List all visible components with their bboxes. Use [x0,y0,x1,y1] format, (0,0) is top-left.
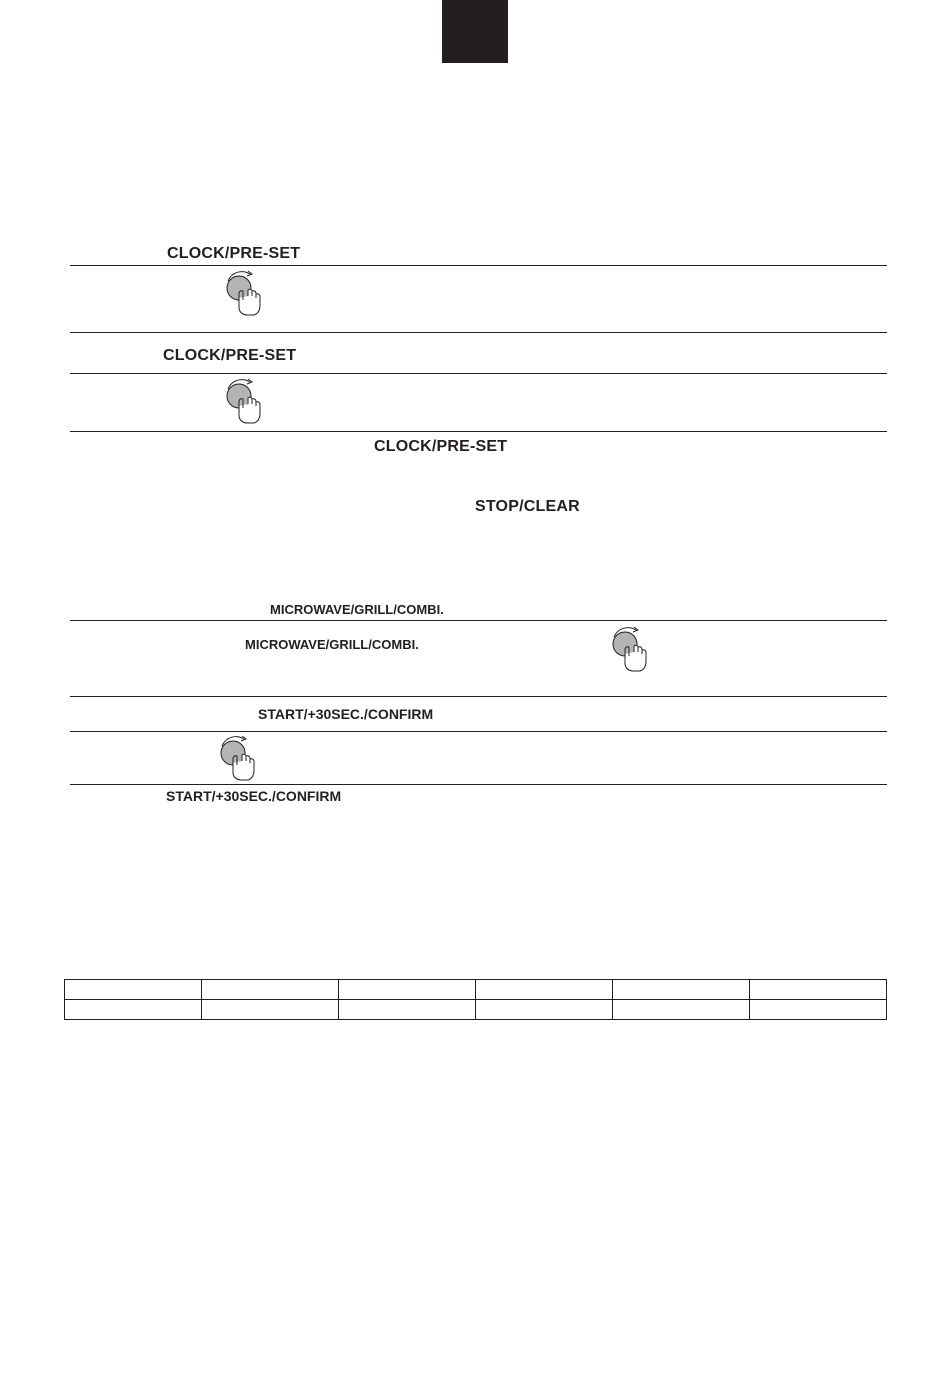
table-cell [476,980,613,1000]
table-cell [750,980,887,1000]
table-row [65,980,887,1000]
stop-clear-label: STOP/CLEAR [475,498,580,515]
table-cell [339,1000,476,1020]
rotary-knob-hand-icon [216,733,258,783]
power-level-table [64,979,887,1020]
confirm-label-1: START/+30SEC./CONFIRM [258,706,434,722]
mode-heading-label: MICROWAVE/GRILL/COMBI. [270,602,444,617]
clock-preset-label-3: CLOCK/PRE-SET [374,438,508,455]
table-cell [65,1000,202,1020]
divider [70,620,887,621]
table-cell [202,1000,339,1020]
table-cell [65,980,202,1000]
divider [70,332,887,333]
clock-preset-label-2: CLOCK/PRE-SET [163,347,297,364]
rotary-knob-hand-icon [222,376,264,426]
divider [70,431,887,432]
divider [70,731,887,732]
confirm-label-2: START/+30SEC./CONFIRM [166,788,342,804]
table-cell [613,1000,750,1020]
divider [70,784,887,785]
table-cell [613,980,750,1000]
rotary-knob-hand-icon [608,624,650,674]
divider [70,265,887,266]
table-cell [750,1000,887,1020]
divider [70,696,887,697]
rotary-knob-hand-icon [222,268,264,318]
table-cell [202,980,339,1000]
table-cell [476,1000,613,1020]
divider [70,373,887,374]
mode-row-label: MICROWAVE/GRILL/COMBI. [245,637,419,652]
table-cell [339,980,476,1000]
table-row [65,1000,887,1020]
clock-preset-label-1: CLOCK/PRE-SET [167,245,301,262]
page-tab-marker [442,0,508,63]
